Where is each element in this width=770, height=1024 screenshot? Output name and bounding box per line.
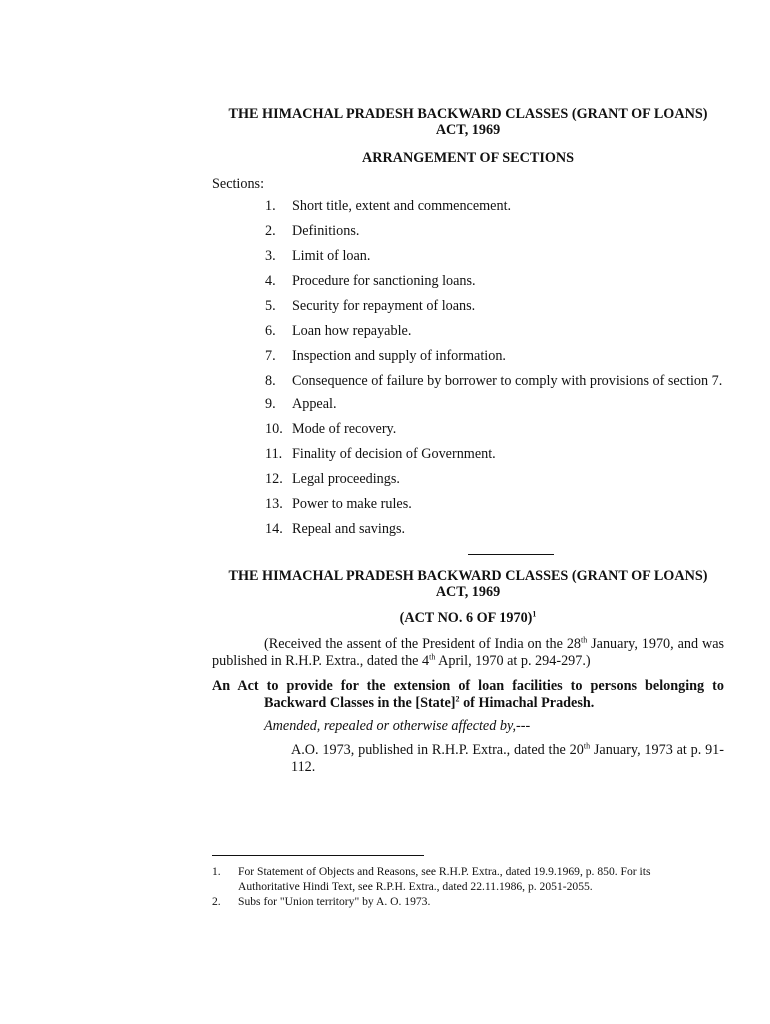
act-title: THE HIMACHAL PRADESH BACKWARD CLASSES (GRANT OF LOANS) ACT, 1969 bbox=[228, 568, 708, 600]
amended-by-label: Amended, repealed or otherwise affected by,--- bbox=[264, 718, 531, 734]
section-item: 3. Limit of loan. bbox=[265, 248, 371, 264]
footnote: 2. Subs for "Union territory" by A. O. 1973. bbox=[212, 895, 431, 908]
section-item: 4. Procedure for sanctioning loans. bbox=[265, 273, 476, 289]
document-title: THE HIMACHAL PRADESH BACKWARD CLASSES (GRANT OF LOANS) ACT, 1969 bbox=[228, 106, 708, 138]
footnotes bbox=[212, 864, 712, 909]
section-item: 7. Inspection and supply of information. bbox=[265, 348, 506, 364]
footnote-separator bbox=[212, 855, 424, 856]
act-description: An Act to provide for the extension of loan facilities to persons belonging to Backward Classes in the [State]$^2$ of Himachal Pradesh. bbox=[212, 678, 724, 711]
sections-label: Sections: bbox=[212, 176, 265, 192]
section-item: 6. Loan how repayable. bbox=[265, 323, 412, 339]
section-item: 9. Appeal. bbox=[265, 396, 337, 412]
sections-list bbox=[212, 198, 724, 538]
section-item: 2. Definitions. bbox=[265, 223, 360, 239]
section-item: 13. Power to make rules. bbox=[265, 496, 412, 512]
amendment-order-note: A.O. 1973, published in R.H.P. Extra., dated the 20th January, 1973 at p. 91-112. bbox=[291, 741, 724, 775]
section-item: 14. Repeal and savings. bbox=[265, 521, 406, 537]
section-item: 11. Finality of decision of Government. bbox=[265, 446, 496, 462]
footnote-ref: 1 bbox=[532, 609, 537, 619]
act-number: (ACT NO. 6 OF 1970)$^1$ bbox=[399, 609, 537, 626]
assent-note: (Received the assent of the President of India on the 28th January, 1970, and was published in R.H.P. Extra., dated the 4th April, 1970 at p. 294-297.) bbox=[212, 635, 725, 669]
arrangement-heading: ARRANGEMENT OF SECTIONS bbox=[361, 150, 575, 166]
footnote: 1. For Statement of Objects and Reasons, see R.H.P. Extra., dated 19.9.1969, p. 850. For its Authoritative Hindi Text, see R.P.H. Extra., dated 22.11.1986, p. 2051-2055. bbox=[212, 865, 651, 893]
document-body bbox=[212, 106, 724, 776]
section-divider bbox=[212, 546, 724, 560]
footnote-ref: 2 bbox=[455, 694, 460, 704]
section-item: 8. Consequence of failure by borrower to comply with provisions of section 7. bbox=[265, 373, 723, 389]
section-item: 1. Short title, extent and commencement. bbox=[265, 198, 512, 214]
section-item: 12. Legal proceedings. bbox=[265, 471, 400, 487]
section-item: 10. Mode of recovery. bbox=[265, 421, 397, 437]
section-item: 5. Security for repayment of loans. bbox=[265, 298, 476, 314]
